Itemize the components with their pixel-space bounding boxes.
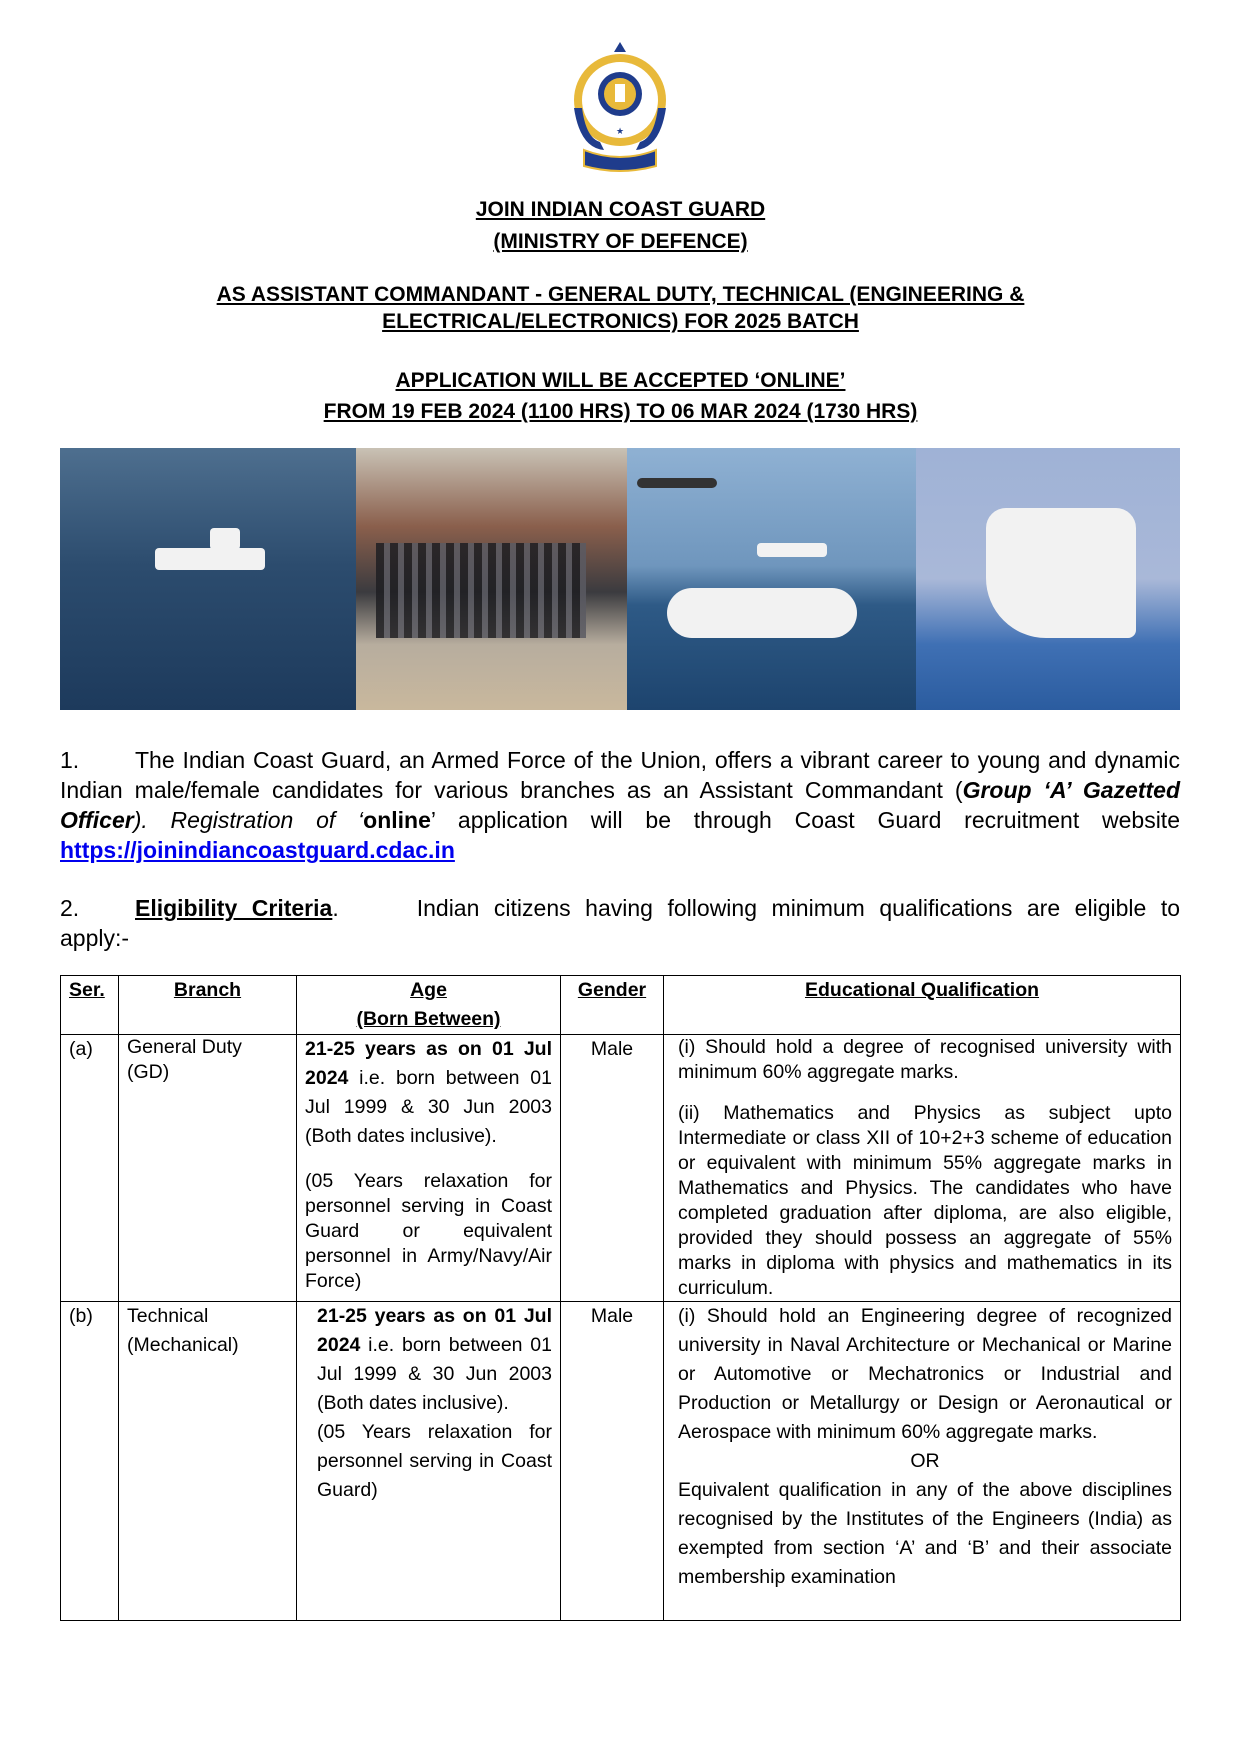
cell-branch: General Duty (GD) [119, 1035, 297, 1302]
header-branch: Branch [119, 976, 297, 1035]
cell-education: (i) Should hold a degree of recognised university with minimum 60% aggregate marks. (ii) Mathematics and Physics as subject upto Intermediate or class XII of 10+2+3 scheme of education or equivalent with minimum 55% aggregate marks in Mathematics and Physics. The candidates who have completed graduation after diploma, are also eligible, provided they should possess an aggregate of 55% marks in diploma with physics and mathematics in its curriculum. [664, 1035, 1181, 1302]
cell-gender: Male [561, 1035, 664, 1302]
title-ministry: (MINISTRY OF DEFENCE) [493, 230, 748, 253]
table-row [61, 1035, 1181, 1302]
cell-ser: (a) [61, 1035, 119, 1302]
title-post-line1: AS ASSISTANT COMMANDANT - GENERAL DUTY, TECHNICAL (ENGINEERING & [216, 283, 1025, 306]
photo-hovercraft [627, 448, 916, 710]
application-notice: APPLICATION WILL BE ACCEPTED ‘ONLINE’ [395, 369, 846, 392]
svg-text:★: ★ [615, 126, 625, 136]
header-gender: Gender [561, 976, 664, 1035]
photo-ship-at-sea [60, 448, 356, 710]
coast-guard-emblem [560, 38, 680, 172]
photo-banner [60, 448, 1180, 710]
title-join: JOIN INDIAN COAST GUARD [475, 198, 766, 221]
header-education: Educational Qualification [664, 976, 1181, 1035]
photo-parade [356, 448, 627, 710]
header-age: Age (Born Between) [297, 976, 561, 1035]
cell-age: 21-25 years as on 01 Jul 2024 i.e. born between 01 Jul 1999 & 30 Jun 2003 (Both dates inclusive). (05 Years relaxation for personnel serving in Coast Guard or equivalent personnel in Army/Navy/Air Force) [297, 1035, 561, 1302]
recruitment-website-link[interactable]: https://joinindiancoastguard.cdac.in [60, 837, 455, 863]
eligibility-table [60, 975, 1181, 1621]
header-ser: Ser. [61, 976, 119, 1035]
photo-patrol-vessel [916, 448, 1180, 710]
application-dates: FROM 19 FEB 2024 (1100 HRS) TO 06 MAR 2024 (1730 HRS) [323, 400, 918, 423]
cell-education: (i) Should hold an Engineering degree of recognized university in Naval Architecture or Mechanical or Marine or Automotive or Mechatronics or Industrial and Production or Metallurgy or Design or Aeronautical or Aerospace with minimum 60% aggregate marks. OR Equivalent qualification in any of the above disciplines recognised by the Institutes of the Engineers (India) as exempted from section ‘A’ and ‘B’ and their associate membership examination [664, 1302, 1181, 1621]
table-header-row [61, 976, 1181, 1035]
paragraph-2: 2. Eligibility Criteria. Indian citizens having following minimum qualifications are eligible to apply:- [60, 895, 1181, 951]
cell-age: 21-25 years as on 01 Jul 2024 i.e. born between 01 Jul 1999 & 30 Jun 2003 (Both dates inclusive). (05 Years relaxation for personnel serving in Coast Guard) [297, 1302, 561, 1621]
title-post-line2: ELECTRICAL/ELECTRONICS) FOR 2025 BATCH [382, 310, 859, 333]
cell-ser: (b) [61, 1302, 119, 1621]
cell-branch: Technical (Mechanical) [119, 1302, 297, 1621]
cell-gender: Male [561, 1302, 664, 1621]
paragraph-1: 1. The Indian Coast Guard, an Armed Force of the Union, offers a vibrant career to young and dynamic Indian male/female candidates for various branches as an Assistant Commandant (Group ‘A’ Gazetted Officer). Registration of ‘online’ application will be through Coast Guard recruitment website https://joinindiancoastguard.cdac.in [60, 747, 1180, 863]
table-row [61, 1302, 1181, 1621]
